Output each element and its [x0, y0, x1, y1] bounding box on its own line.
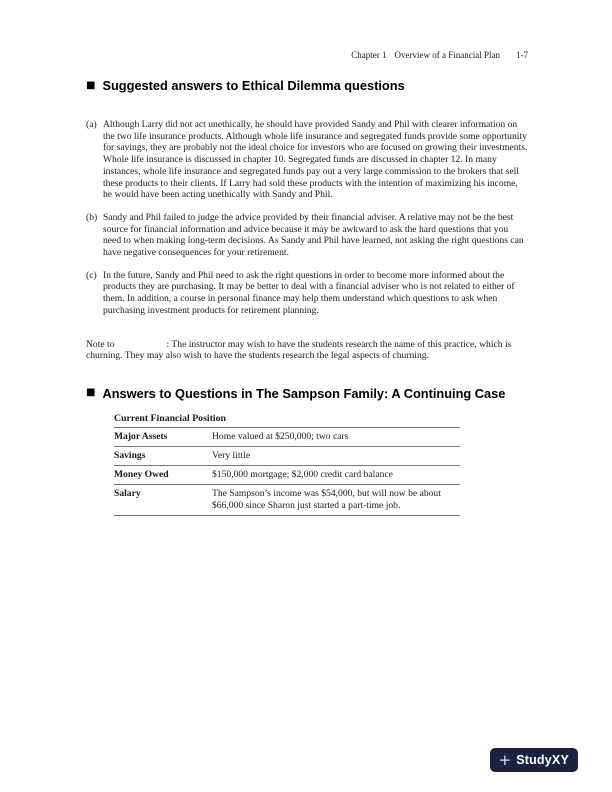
table-title: Current Financial Position: [114, 412, 226, 424]
section-title-ethical-dilemma: Suggested answers to Ethical Dilemma questions: [102, 78, 405, 93]
header-page-number: 1-7: [516, 50, 528, 60]
plus-icon: +: [498, 750, 512, 769]
row-label-savings: Savings: [114, 446, 212, 465]
header-chapter: Chapter 1: [351, 50, 387, 60]
row-label-major-assets: Major Assets: [114, 427, 212, 446]
page-content: [86, 78, 528, 516]
answer-item-c: [86, 270, 528, 317]
financial-table: [114, 427, 460, 517]
page-header: [351, 50, 528, 60]
answer-text-b: Sandy and Phil failed to judge the advice provided by their financial adviser. A relative may not be the best source for financial information and advice because it may be awkward to ask the hard questions that you need to when making long-term decisions. As Sandy and Phil have learned, not asking the right questions can have negative consequences for your retirement.: [103, 211, 524, 259]
row-value-money-owed: $150,000 mortgage; $2,000 credit card balance: [212, 466, 460, 485]
answer-text-a: Although Larry did not act unethically, he should have provided Sandy and Phil with clearer information on the two life insurance products. Although whole life insurance and segregated funds provide some opportunity for savings, they are probably not the ideal choice for investors who are focused on growing their investments. Whole life insurance is discussed in chapter 10. Segregated funds are discussed in chapter 12. In many instances, whole life insurance and segregated funds pay out a very large commission to the brokers that sell these products to their clients. If Larry had sold these products with the intention of maximizing his income, he would have been acting unethically with Sandy and Phil.: [103, 119, 528, 201]
table-row-major-assets: [114, 427, 460, 446]
section-heading-sampson-case: [86, 386, 528, 401]
row-label-salary: Salary: [114, 485, 212, 516]
table-row-money-owed: [114, 466, 460, 485]
logo-text: StudyXY: [516, 753, 569, 767]
square-bullet-icon: ■: [86, 387, 96, 399]
row-value-salary: The Sampson’s income was $54,000, but will now be about $66,000 since Sharon just started a part-time job.: [212, 485, 460, 516]
row-value-savings: Very little: [212, 446, 460, 465]
square-bullet-icon: ■: [86, 79, 96, 91]
answer-item-b: [86, 212, 528, 259]
answer-label-b: (b): [86, 211, 98, 223]
note-paragraph: [86, 339, 528, 362]
table-row-savings: [114, 446, 460, 465]
answer-text-c: In the future, Sandy and Phil need to ask the right questions in order to become more informed about the products they are purchasing. It may be better to deal with a financial adviser who is not related to either of them. In addition, a course in personal finance may help them understand which questions to ask when purchasing investment products for retirement planning.: [103, 269, 515, 316]
studyxy-logo: [490, 748, 578, 772]
answer-label-a: (a): [86, 119, 97, 130]
answer-item-a: [86, 119, 528, 201]
financial-position-table: [114, 413, 460, 516]
row-label-money-owed: Money Owed: [114, 466, 212, 485]
row-value-major-assets: Home valued at $250,000; two cars: [212, 427, 460, 446]
note-text: : The instructor may wish to have the students research the name of this practice, which is churning. They may also wish to have the students research the legal aspects of churning.: [86, 338, 512, 362]
header-doc-title: Overview of a Financial Plan: [394, 50, 500, 60]
answer-label-c: (c): [86, 269, 97, 281]
note-prefix: Note to: [86, 338, 115, 350]
section-title-sampson-case: Answers to Questions in The Sampson Family: A Continuing Case: [102, 385, 506, 401]
table-row-salary: [114, 485, 460, 516]
section-heading-ethical-dilemma: [86, 78, 528, 93]
